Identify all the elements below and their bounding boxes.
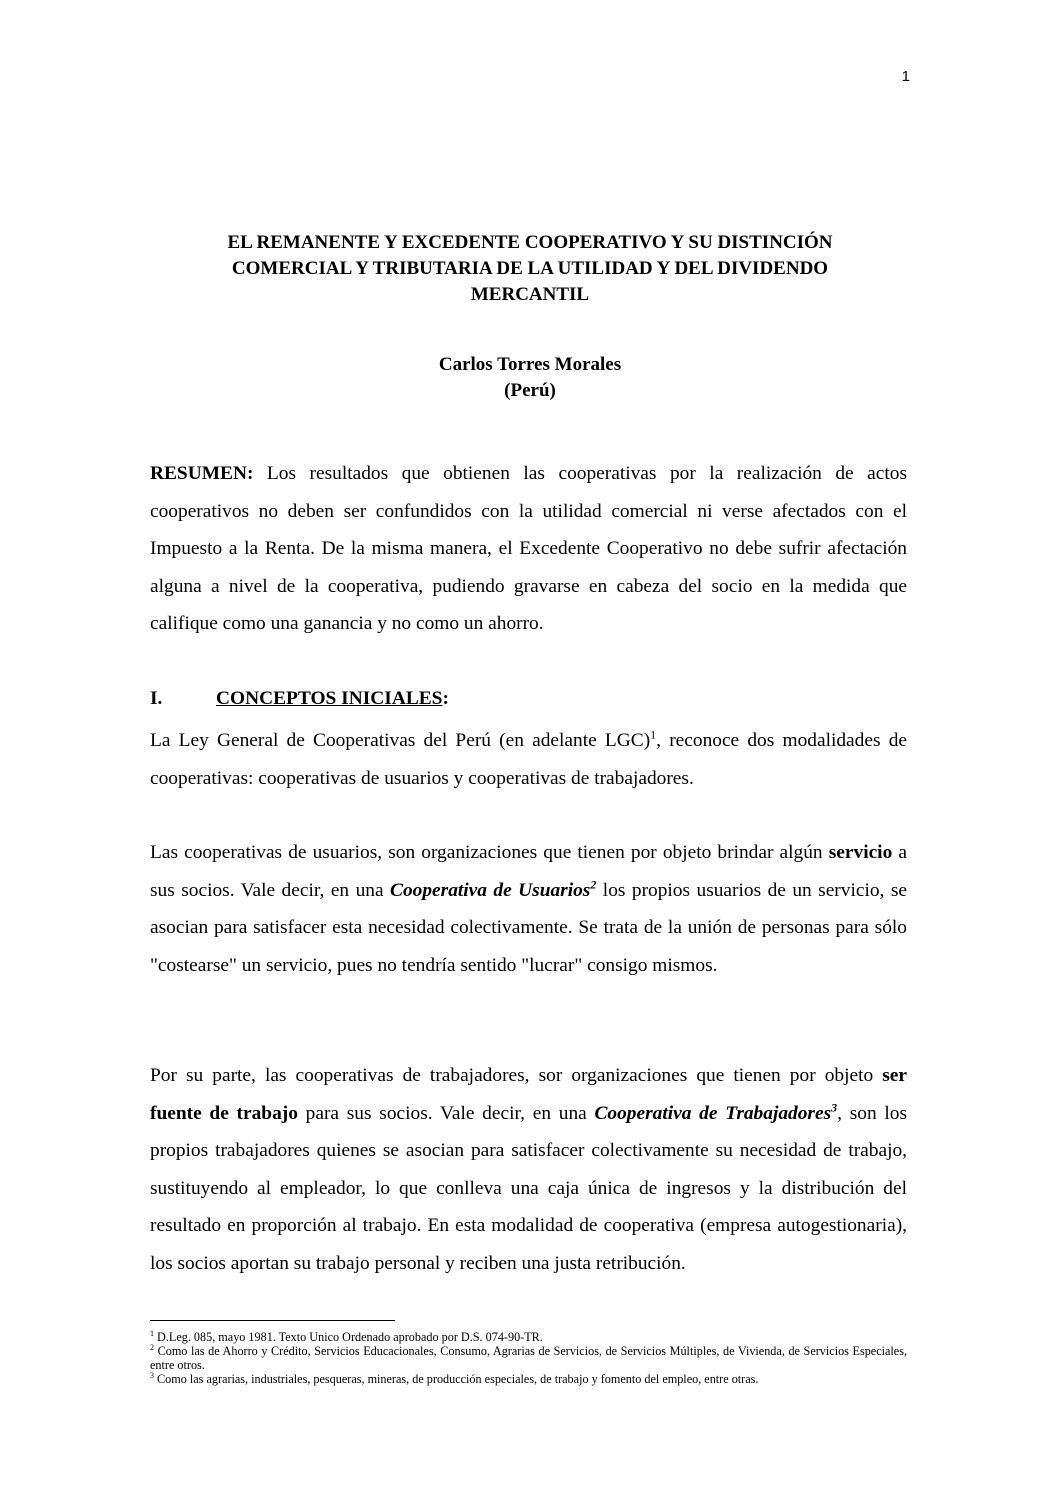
abstract-label: RESUMEN:: [150, 463, 254, 484]
author-name: Carlos Torres Morales: [438, 354, 622, 375]
section-heading: [150, 680, 907, 718]
footnote-ref-number: 2: [590, 877, 597, 892]
footnote-number: 1: [150, 1328, 154, 1338]
bold-italic-term: Cooperativa de Usuarios: [390, 879, 591, 901]
footnote-text: Como las agrarias, industriales, pesqueras, mineras, de producción especiales, de trabajo y fomento del empleo, entre otras.: [154, 1372, 759, 1386]
footnote-ref-number: 3: [831, 1100, 838, 1115]
paragraph-trabajadores: [150, 1057, 907, 1283]
footnote: [150, 1372, 907, 1386]
footnote-ref[interactable]: 1: [650, 727, 657, 742]
footnote-number: 2: [150, 1342, 154, 1352]
bold-italic-term: Cooperativa de Trabajadores: [594, 1102, 832, 1124]
footnote-text: Como las de Ahorro y Crédito, Servicios Educacionales, Consumo, Agrarias de Servicios, de Servicios Múltiples, de Vivienda, de Servicios Especiales, entre otros.: [150, 1344, 907, 1372]
bold-term: servicio: [828, 842, 893, 863]
paragraph-text: los propios usuarios de un servicio, se asocian para satisfacer esta necesidad colectivamente. Se trata de la unión de personas para sólo "costearse" un servicio, pues no tendría sentido "lucrar" consigo mismos.: [150, 879, 907, 976]
footnote: [150, 1344, 907, 1372]
paragraph-text: a sus socios. Vale decir, en una: [150, 842, 907, 901]
footnote-separator: [150, 1320, 395, 1321]
paragraph-text: , son los propios trabajadores quienes se asocian para satisfacer colectivamente su necesidad de trabajo, sustituyendo al empleador, lo que conlleva una caja única de ingresos y la distribución del resultado en proporción al trabajo. En esta modalidad de cooperativa (empresa autogestionaria), los socios aportan su trabajo personal y reciben una justa retribución.: [150, 1102, 907, 1274]
section-title: CONCEPTOS INICIALES: [216, 688, 443, 709]
bold-term: ser fuente de trabajo: [150, 1065, 907, 1124]
author-country: (Perú): [504, 380, 556, 401]
paragraph-text: para sus socios. Vale decir, en una: [297, 1102, 595, 1124]
title-line: MERCANTIL: [470, 284, 590, 305]
title-line: COMERCIAL Y TRIBUTARIA DE LA UTILIDAD Y DEL DIVIDENDO: [231, 258, 829, 279]
section-colon: :: [442, 688, 449, 709]
title-line: EL REMANENTE Y EXCEDENTE COOPERATIVO Y SU DISTINCIÓN: [227, 232, 833, 253]
author-block: [150, 352, 910, 404]
footnote-number: 3: [150, 1370, 154, 1380]
footnotes: [150, 1330, 907, 1386]
abstract-text: Los resultados que obtienen las cooperativas por la realización de actos cooperativos no deben ser confundidos con la utilidad comercial ni verse afectados con el Impuesto a la Renta. De la misma manera, el Excedente Cooperativo no debe sufrir afectación alguna a nivel de la cooperativa, pudiendo gravarse en cabeza del socio en la medida que califique como una ganancia y no como un ahorro.: [150, 463, 907, 635]
paragraph-usuarios: [150, 834, 907, 984]
abstract-paragraph: [150, 455, 907, 643]
section-number: I.: [150, 688, 163, 709]
document-title: [150, 230, 910, 308]
footnote-text: D.Leg. 085, mayo 1981. Texto Unico Ordenado aprobado por D.S. 074-90-TR.: [154, 1330, 543, 1344]
paragraph-ley: [150, 722, 907, 797]
paragraph-text: Las cooperativas de usuarios, son organizaciones que tienen por objeto brindar algún: [150, 842, 829, 863]
paragraph-text: La Ley General de Cooperativas del Perú (en adelante LGC): [150, 730, 651, 751]
footnote: [150, 1330, 907, 1344]
paragraph-text: , reconoce dos modalidades de cooperativas: cooperativas de usuarios y cooperativas de trabajadores.: [150, 730, 907, 789]
paragraph-text: Por su parte, las cooperativas de trabajadores, sor organizaciones que tienen por objeto: [150, 1065, 883, 1086]
page-number: 1: [901, 68, 910, 85]
